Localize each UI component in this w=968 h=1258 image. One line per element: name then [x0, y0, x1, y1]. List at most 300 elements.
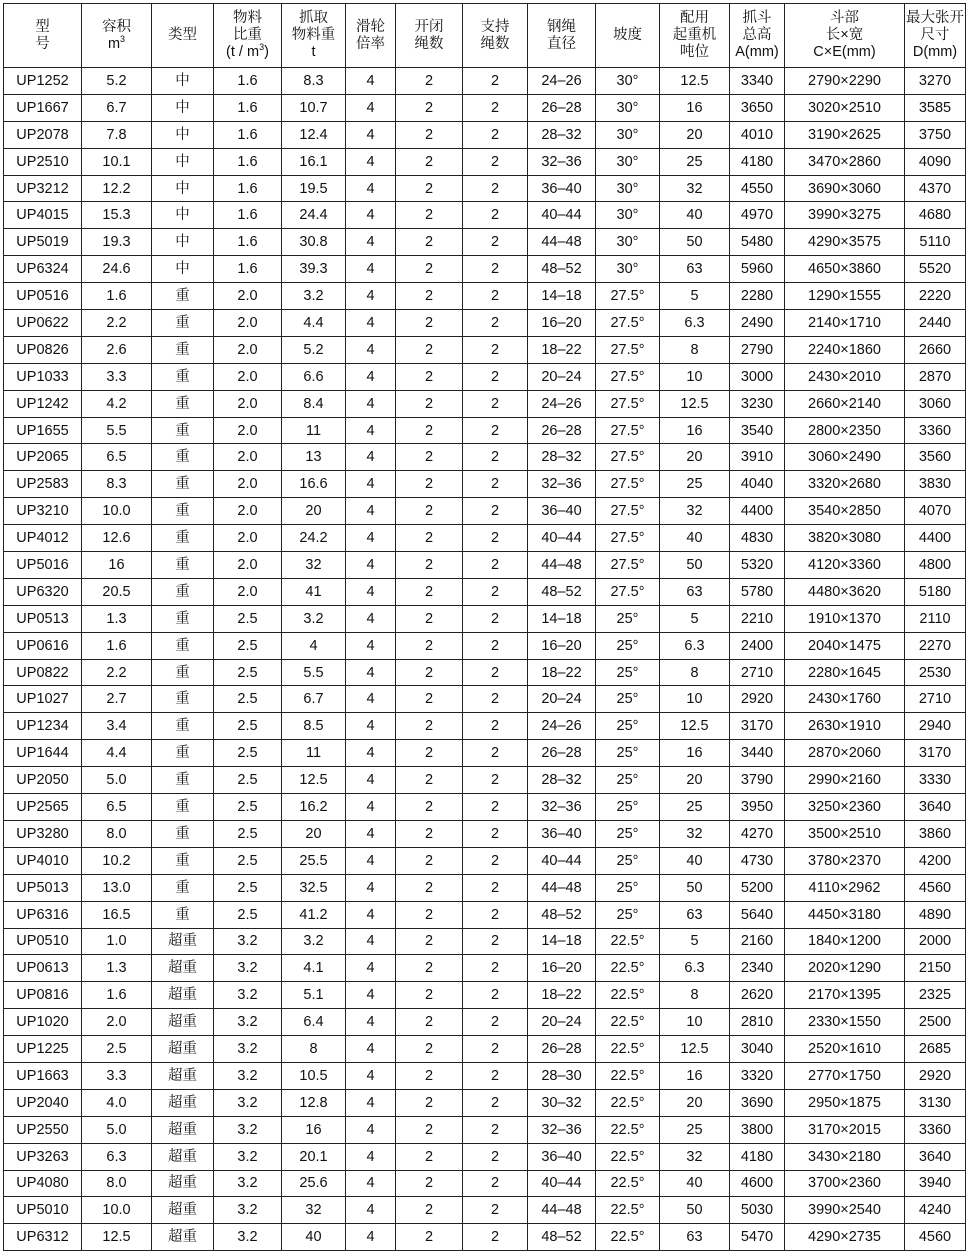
cell-pulley-ratio: 4 — [346, 632, 396, 659]
cell-max-opening: 2270 — [905, 632, 966, 659]
cell-model: UP2065 — [4, 444, 82, 471]
cell-slope: 30° — [596, 229, 660, 256]
table-row — [4, 310, 966, 337]
cell-support-ropes: 2 — [463, 336, 528, 363]
cell-density: 3.2 — [214, 1197, 282, 1224]
cell-density: 2.5 — [214, 605, 282, 632]
cell-crane-tonnage: 16 — [660, 740, 730, 767]
cell-bucket-size: 1290×1555 — [785, 283, 905, 310]
table-row — [4, 202, 966, 229]
cell-pulley-ratio: 4 — [346, 794, 396, 821]
cell-closing-ropes: 2 — [396, 498, 463, 525]
cell-closing-ropes: 2 — [396, 94, 463, 121]
cell-density: 2.0 — [214, 552, 282, 579]
column-header-line: 倍率 — [356, 35, 385, 52]
cell-density: 1.6 — [214, 148, 282, 175]
cell-crane-tonnage: 40 — [660, 847, 730, 874]
cell-capacity: 12.5 — [82, 1224, 152, 1251]
table-row — [4, 955, 966, 982]
cell-bucket-size: 2990×2160 — [785, 767, 905, 794]
cell-bucket-size: 2140×1710 — [785, 310, 905, 337]
cell-type: 重 — [152, 713, 214, 740]
cell-support-ropes: 2 — [463, 659, 528, 686]
column-header-line: 斗部 — [830, 10, 859, 26]
cell-grab-weight: 41 — [282, 578, 346, 605]
cell-support-ropes: 2 — [463, 632, 528, 659]
cell-rope-diameter: 36–40 — [528, 175, 596, 202]
cell-model: UP3263 — [4, 1143, 82, 1170]
cell-density: 2.0 — [214, 390, 282, 417]
cell-capacity: 2.6 — [82, 336, 152, 363]
cell-total-height: 5480 — [730, 229, 785, 256]
cell-total-height: 2710 — [730, 659, 785, 686]
cell-closing-ropes: 2 — [396, 121, 463, 148]
cell-capacity: 24.6 — [82, 256, 152, 283]
cell-pulley-ratio: 4 — [346, 767, 396, 794]
cell-type: 重 — [152, 632, 214, 659]
cell-model: UP6320 — [4, 578, 82, 605]
cell-model: UP2550 — [4, 1116, 82, 1143]
table-body — [4, 68, 966, 1251]
column-header-line: C×E(mm) — [813, 44, 876, 60]
cell-rope-diameter: 32–36 — [528, 1116, 596, 1143]
column-header-line: 最大张开 — [906, 10, 964, 26]
cell-bucket-size: 3430×2180 — [785, 1143, 905, 1170]
cell-pulley-ratio: 4 — [346, 148, 396, 175]
cell-slope: 27.5° — [596, 390, 660, 417]
cell-rope-diameter: 32–36 — [528, 794, 596, 821]
cell-crane-tonnage: 5 — [660, 928, 730, 955]
column-header-line: 起重机 — [672, 27, 717, 43]
cell-density: 1.6 — [214, 68, 282, 95]
cell-bucket-size: 3500×2510 — [785, 820, 905, 847]
cell-rope-diameter: 40–44 — [528, 847, 596, 874]
column-header-support-ropes — [463, 4, 528, 68]
cell-density: 2.0 — [214, 578, 282, 605]
cell-density: 2.5 — [214, 632, 282, 659]
cell-pulley-ratio: 4 — [346, 202, 396, 229]
cell-slope: 25° — [596, 901, 660, 928]
cell-closing-ropes: 2 — [396, 847, 463, 874]
cell-grab-weight: 8 — [282, 1036, 346, 1063]
cell-closing-ropes: 2 — [396, 148, 463, 175]
cell-max-opening: 4090 — [905, 148, 966, 175]
column-header-line: 容积 — [102, 18, 131, 35]
cell-closing-ropes: 2 — [396, 175, 463, 202]
cell-crane-tonnage: 25 — [660, 471, 730, 498]
cell-rope-diameter: 44–48 — [528, 229, 596, 256]
cell-grab-weight: 24.4 — [282, 202, 346, 229]
cell-max-opening: 5110 — [905, 229, 966, 256]
cell-closing-ropes: 2 — [396, 874, 463, 901]
cell-pulley-ratio: 4 — [346, 94, 396, 121]
cell-bucket-size: 2280×1645 — [785, 659, 905, 686]
cell-grab-weight: 16.2 — [282, 794, 346, 821]
cell-pulley-ratio: 4 — [346, 740, 396, 767]
cell-capacity: 8.0 — [82, 1170, 152, 1197]
cell-type: 重 — [152, 552, 214, 579]
cell-model: UP1020 — [4, 1009, 82, 1036]
column-header-line: 尺寸 — [920, 27, 950, 43]
cell-capacity: 16 — [82, 552, 152, 579]
cell-total-height: 2400 — [730, 632, 785, 659]
cell-capacity: 1.6 — [82, 632, 152, 659]
cell-type: 超重 — [152, 1009, 214, 1036]
cell-model: UP0622 — [4, 310, 82, 337]
cell-type: 中 — [152, 202, 214, 229]
cell-capacity: 1.3 — [82, 605, 152, 632]
cell-crane-tonnage: 8 — [660, 336, 730, 363]
cell-rope-diameter: 40–44 — [528, 1170, 596, 1197]
cell-capacity: 2.5 — [82, 1036, 152, 1063]
cell-total-height: 5780 — [730, 578, 785, 605]
cell-rope-diameter: 26–28 — [528, 417, 596, 444]
cell-pulley-ratio: 4 — [346, 68, 396, 95]
cell-slope: 30° — [596, 68, 660, 95]
cell-capacity: 10.0 — [82, 1197, 152, 1224]
cell-model: UP1663 — [4, 1062, 82, 1089]
cell-crane-tonnage: 20 — [660, 767, 730, 794]
cell-model: UP6312 — [4, 1224, 82, 1251]
cell-slope: 30° — [596, 202, 660, 229]
cell-bucket-size: 3190×2625 — [785, 121, 905, 148]
cell-bucket-size: 2660×2140 — [785, 390, 905, 417]
cell-density: 2.0 — [214, 444, 282, 471]
cell-closing-ropes: 2 — [396, 686, 463, 713]
cell-max-opening: 3170 — [905, 740, 966, 767]
cell-support-ropes: 2 — [463, 417, 528, 444]
cell-capacity: 10.0 — [82, 498, 152, 525]
column-header-model — [4, 4, 82, 68]
cell-density: 2.0 — [214, 310, 282, 337]
cell-grab-weight: 8.5 — [282, 713, 346, 740]
cell-support-ropes: 2 — [463, 121, 528, 148]
cell-crane-tonnage: 6.3 — [660, 632, 730, 659]
cell-bucket-size: 3540×2850 — [785, 498, 905, 525]
cell-total-height: 2210 — [730, 605, 785, 632]
cell-closing-ropes: 2 — [396, 578, 463, 605]
cell-total-height: 5200 — [730, 874, 785, 901]
cell-bucket-size: 3170×2015 — [785, 1116, 905, 1143]
cell-slope: 22.5° — [596, 955, 660, 982]
cell-grab-weight: 13 — [282, 444, 346, 471]
cell-capacity: 6.7 — [82, 94, 152, 121]
cell-capacity: 4.4 — [82, 740, 152, 767]
cell-crane-tonnage: 32 — [660, 1143, 730, 1170]
cell-slope: 27.5° — [596, 525, 660, 552]
table-row — [4, 901, 966, 928]
cell-closing-ropes: 2 — [396, 202, 463, 229]
cell-pulley-ratio: 4 — [346, 121, 396, 148]
cell-bucket-size: 1840×1200 — [785, 928, 905, 955]
cell-total-height: 4730 — [730, 847, 785, 874]
cell-support-ropes: 2 — [463, 471, 528, 498]
cell-total-height: 2920 — [730, 686, 785, 713]
column-header-line: 类型 — [168, 27, 197, 43]
cell-rope-diameter: 32–36 — [528, 471, 596, 498]
cell-total-height: 3690 — [730, 1089, 785, 1116]
cell-capacity: 8.0 — [82, 820, 152, 847]
column-header-line: 号 — [35, 35, 50, 52]
cell-total-height: 3790 — [730, 767, 785, 794]
cell-type: 超重 — [152, 1143, 214, 1170]
cell-crane-tonnage: 16 — [660, 94, 730, 121]
cell-closing-ropes: 2 — [396, 471, 463, 498]
cell-density: 2.0 — [214, 471, 282, 498]
cell-max-opening: 4370 — [905, 175, 966, 202]
cell-rope-diameter: 28–32 — [528, 767, 596, 794]
cell-total-height: 4970 — [730, 202, 785, 229]
cell-rope-diameter: 28–32 — [528, 444, 596, 471]
column-header-pulley-ratio — [346, 4, 396, 68]
cell-closing-ropes: 2 — [396, 417, 463, 444]
cell-max-opening: 3360 — [905, 1116, 966, 1143]
cell-rope-diameter: 14–18 — [528, 283, 596, 310]
cell-type: 超重 — [152, 1089, 214, 1116]
cell-max-opening: 3640 — [905, 1143, 966, 1170]
cell-crane-tonnage: 6.3 — [660, 955, 730, 982]
cell-max-opening: 2440 — [905, 310, 966, 337]
cell-rope-diameter: 14–18 — [528, 928, 596, 955]
column-header-line: 开闭 — [414, 18, 444, 35]
cell-max-opening: 2530 — [905, 659, 966, 686]
cell-support-ropes: 2 — [463, 148, 528, 175]
cell-bucket-size: 2520×1610 — [785, 1036, 905, 1063]
cell-slope: 30° — [596, 121, 660, 148]
cell-slope: 27.5° — [596, 552, 660, 579]
cell-closing-ropes: 2 — [396, 444, 463, 471]
cell-grab-weight: 5.5 — [282, 659, 346, 686]
cell-type: 重 — [152, 740, 214, 767]
column-header-crane-tonnage — [660, 4, 730, 68]
cell-bucket-size: 3250×2360 — [785, 794, 905, 821]
cell-model: UP1225 — [4, 1036, 82, 1063]
cell-crane-tonnage: 20 — [660, 121, 730, 148]
cell-capacity: 1.6 — [82, 283, 152, 310]
cell-grab-weight: 20.1 — [282, 1143, 346, 1170]
cell-bucket-size: 2330×1550 — [785, 1009, 905, 1036]
cell-pulley-ratio: 4 — [346, 578, 396, 605]
cell-type: 重 — [152, 605, 214, 632]
cell-closing-ropes: 2 — [396, 1224, 463, 1251]
cell-total-height: 2790 — [730, 336, 785, 363]
cell-support-ropes: 2 — [463, 1116, 528, 1143]
cell-model: UP0510 — [4, 928, 82, 955]
cell-capacity: 15.3 — [82, 202, 152, 229]
cell-closing-ropes: 2 — [396, 310, 463, 337]
cell-crane-tonnage: 40 — [660, 202, 730, 229]
cell-model: UP5019 — [4, 229, 82, 256]
cell-bucket-size: 3020×2510 — [785, 94, 905, 121]
cell-max-opening: 4560 — [905, 1224, 966, 1251]
cell-model: UP5010 — [4, 1197, 82, 1224]
cell-density: 2.0 — [214, 498, 282, 525]
cell-support-ropes: 2 — [463, 1062, 528, 1089]
cell-capacity: 2.2 — [82, 659, 152, 686]
cell-total-height: 3000 — [730, 363, 785, 390]
cell-rope-diameter: 18–22 — [528, 336, 596, 363]
cell-grab-weight: 5.1 — [282, 982, 346, 1009]
cell-support-ropes: 2 — [463, 202, 528, 229]
cell-density: 2.5 — [214, 686, 282, 713]
cell-type: 超重 — [152, 1116, 214, 1143]
cell-capacity: 1.0 — [82, 928, 152, 955]
column-header-max-opening — [905, 4, 966, 68]
cell-rope-diameter: 16–20 — [528, 310, 596, 337]
cell-model: UP0822 — [4, 659, 82, 686]
cell-pulley-ratio: 4 — [346, 444, 396, 471]
cell-density: 2.0 — [214, 417, 282, 444]
cell-rope-diameter: 18–22 — [528, 982, 596, 1009]
cell-closing-ropes: 2 — [396, 1143, 463, 1170]
cell-slope: 25° — [596, 847, 660, 874]
cell-grab-weight: 39.3 — [282, 256, 346, 283]
table-row — [4, 283, 966, 310]
cell-capacity: 5.0 — [82, 1116, 152, 1143]
cell-slope: 22.5° — [596, 1143, 660, 1170]
cell-slope: 27.5° — [596, 310, 660, 337]
cell-capacity: 1.6 — [82, 982, 152, 1009]
cell-pulley-ratio: 4 — [346, 525, 396, 552]
cell-crane-tonnage: 10 — [660, 686, 730, 713]
table-row — [4, 1143, 966, 1170]
cell-max-opening: 2110 — [905, 605, 966, 632]
column-header-line: 型 — [35, 18, 50, 35]
cell-capacity: 3.3 — [82, 1062, 152, 1089]
cell-bucket-size: 2240×1860 — [785, 336, 905, 363]
cell-total-height: 2490 — [730, 310, 785, 337]
cell-model: UP3212 — [4, 175, 82, 202]
table-row — [4, 767, 966, 794]
cell-type: 重 — [152, 794, 214, 821]
cell-total-height: 3910 — [730, 444, 785, 471]
cell-grab-weight: 20 — [282, 820, 346, 847]
column-header-line: t — [311, 44, 316, 60]
cell-bucket-size: 4120×3360 — [785, 552, 905, 579]
cell-max-opening: 3130 — [905, 1089, 966, 1116]
table-row — [4, 1224, 966, 1251]
column-header-line: 滑轮 — [356, 18, 385, 35]
cell-bucket-size: 3990×2540 — [785, 1197, 905, 1224]
column-header-closing-ropes — [396, 4, 463, 68]
cell-density: 3.2 — [214, 1036, 282, 1063]
cell-slope: 22.5° — [596, 1089, 660, 1116]
cell-closing-ropes: 2 — [396, 229, 463, 256]
cell-support-ropes: 2 — [463, 605, 528, 632]
cell-type: 中 — [152, 68, 214, 95]
cell-type: 重 — [152, 901, 214, 928]
cell-slope: 22.5° — [596, 1224, 660, 1251]
cell-support-ropes: 2 — [463, 525, 528, 552]
cell-grab-weight: 10.5 — [282, 1062, 346, 1089]
cell-bucket-size: 2630×1910 — [785, 713, 905, 740]
cell-bucket-size: 4290×3575 — [785, 229, 905, 256]
table-row — [4, 175, 966, 202]
table-row — [4, 982, 966, 1009]
column-header-line: 物料重 — [291, 27, 336, 43]
cell-grab-weight: 19.5 — [282, 175, 346, 202]
cell-density: 1.6 — [214, 94, 282, 121]
cell-closing-ropes: 2 — [396, 1009, 463, 1036]
cell-crane-tonnage: 12.5 — [660, 68, 730, 95]
table-row — [4, 94, 966, 121]
cell-grab-weight: 24.2 — [282, 525, 346, 552]
cell-capacity: 5.2 — [82, 68, 152, 95]
column-header-line: 比重 — [233, 27, 262, 43]
column-header-line: 绳数 — [414, 35, 444, 52]
cell-support-ropes: 2 — [463, 874, 528, 901]
cell-density: 3.2 — [214, 1089, 282, 1116]
cell-type: 重 — [152, 283, 214, 310]
cell-model: UP0516 — [4, 283, 82, 310]
cell-density: 2.5 — [214, 847, 282, 874]
cell-model: UP6324 — [4, 256, 82, 283]
cell-max-opening: 2220 — [905, 283, 966, 310]
cell-max-opening: 2940 — [905, 713, 966, 740]
cell-pulley-ratio: 4 — [346, 229, 396, 256]
cell-model: UP3210 — [4, 498, 82, 525]
table-row — [4, 1197, 966, 1224]
table-row — [4, 256, 966, 283]
cell-crane-tonnage: 12.5 — [660, 713, 730, 740]
cell-pulley-ratio: 4 — [346, 1036, 396, 1063]
cell-support-ropes: 2 — [463, 68, 528, 95]
cell-support-ropes: 2 — [463, 767, 528, 794]
cell-pulley-ratio: 4 — [346, 1170, 396, 1197]
cell-total-height: 2810 — [730, 1009, 785, 1036]
cell-closing-ropes: 2 — [396, 982, 463, 1009]
cell-bucket-size: 2800×2350 — [785, 417, 905, 444]
cell-crane-tonnage: 10 — [660, 363, 730, 390]
cell-max-opening: 3640 — [905, 794, 966, 821]
cell-total-height: 4600 — [730, 1170, 785, 1197]
cell-closing-ropes: 2 — [396, 390, 463, 417]
cell-pulley-ratio: 4 — [346, 1089, 396, 1116]
column-header-rope-diameter — [528, 4, 596, 68]
cell-support-ropes: 2 — [463, 901, 528, 928]
table-row — [4, 363, 966, 390]
cell-slope: 25° — [596, 632, 660, 659]
cell-support-ropes: 2 — [463, 310, 528, 337]
cell-grab-weight: 25.5 — [282, 847, 346, 874]
cell-grab-weight: 4.4 — [282, 310, 346, 337]
cell-bucket-size: 2430×2010 — [785, 363, 905, 390]
cell-capacity: 12.2 — [82, 175, 152, 202]
cell-model: UP0816 — [4, 982, 82, 1009]
cell-support-ropes: 2 — [463, 1197, 528, 1224]
cell-type: 重 — [152, 390, 214, 417]
cell-capacity: 2.2 — [82, 310, 152, 337]
cell-density: 2.5 — [214, 767, 282, 794]
cell-capacity: 12.6 — [82, 525, 152, 552]
cell-type: 中 — [152, 229, 214, 256]
cell-rope-diameter: 24–26 — [528, 390, 596, 417]
cell-closing-ropes: 2 — [396, 605, 463, 632]
cell-model: UP1234 — [4, 713, 82, 740]
table-row — [4, 390, 966, 417]
cell-model: UP3280 — [4, 820, 82, 847]
cell-slope: 27.5° — [596, 578, 660, 605]
cell-support-ropes: 2 — [463, 94, 528, 121]
table-row — [4, 847, 966, 874]
cell-density: 1.6 — [214, 256, 282, 283]
cell-bucket-size: 2170×1395 — [785, 982, 905, 1009]
cell-closing-ropes: 2 — [396, 901, 463, 928]
cell-crane-tonnage: 32 — [660, 498, 730, 525]
cell-support-ropes: 2 — [463, 955, 528, 982]
cell-max-opening: 5180 — [905, 578, 966, 605]
cell-pulley-ratio: 4 — [346, 256, 396, 283]
